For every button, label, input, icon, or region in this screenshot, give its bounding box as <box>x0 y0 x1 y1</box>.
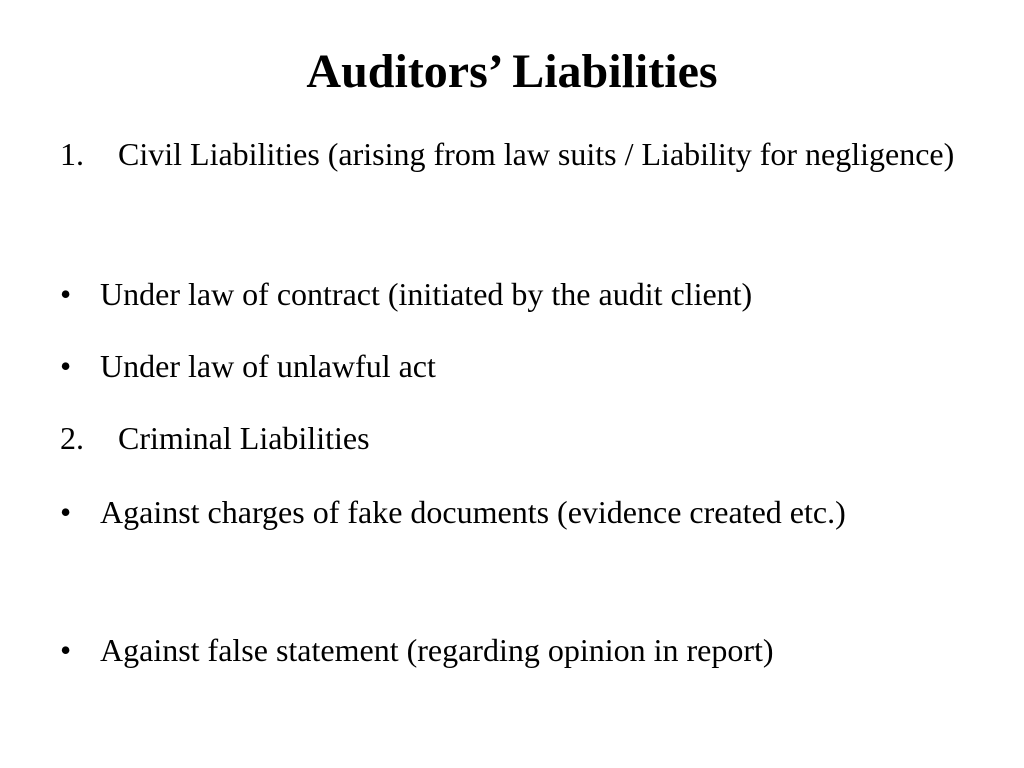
list-item-civil-liabilities <box>60 122 964 186</box>
bullet-icon: • <box>60 276 72 312</box>
list-item-law-of-contract <box>60 262 964 326</box>
list-item-text: Against false statement (regarding opinion in report) <box>100 632 774 668</box>
slide-title: Auditors’ Liabilities <box>306 45 718 98</box>
list-item-fake-documents <box>60 480 964 544</box>
list-item-text: Criminal Liabilities <box>118 420 370 456</box>
list-item-text: Civil Liabilities (arising from law suits / Liability for negligence) <box>118 136 955 172</box>
list-number: 2. <box>60 420 84 456</box>
list-item-text: Under law of contract (initiated by the audit client) <box>100 276 753 312</box>
list-item-false-statement <box>60 618 964 682</box>
list-item-unlawful-act <box>60 334 964 398</box>
list-item-text: Against charges of fake documents (evidence created etc.) <box>100 494 846 530</box>
list-item-text: Under law of unlawful act <box>100 348 436 384</box>
bullet-icon: • <box>60 494 72 530</box>
list-item-criminal-liabilities <box>60 406 964 470</box>
list-number: 1. <box>60 136 84 172</box>
bullet-icon: • <box>60 632 72 668</box>
bullet-icon: • <box>60 348 72 384</box>
